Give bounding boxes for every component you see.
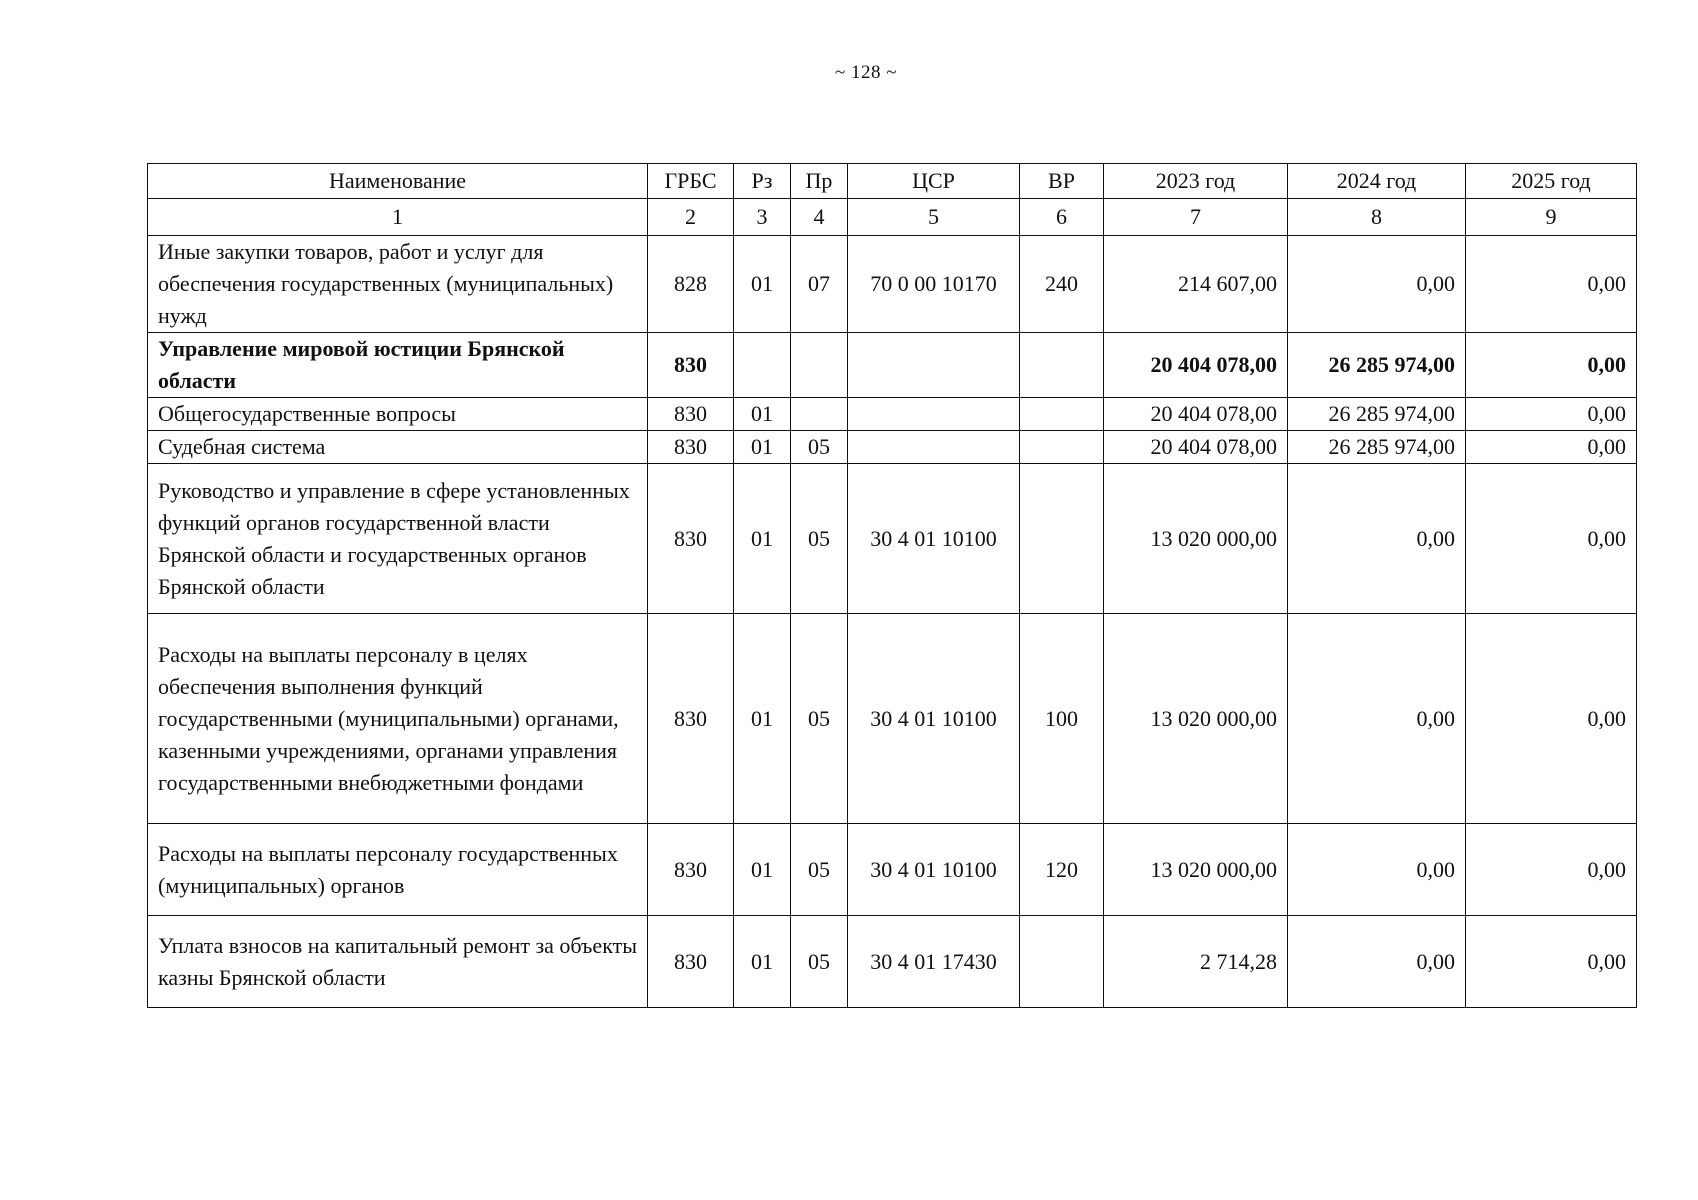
row-2023-amount: 13 020 000,00 xyxy=(1104,464,1288,614)
row-csr xyxy=(848,398,1020,431)
row-grbs: 830 xyxy=(648,431,734,464)
row-2023-amount: 20 404 078,00 xyxy=(1104,333,1288,398)
row-2024-amount: 26 285 974,00 xyxy=(1288,333,1466,398)
row-csr: 30 4 01 10100 xyxy=(848,614,1020,824)
column-number: 6 xyxy=(1020,199,1104,236)
row-name: Уплата взносов на капитальный ремонт за объекты казны Брянской области xyxy=(148,916,648,1008)
row-rz: 01 xyxy=(734,916,791,1008)
row-pr xyxy=(791,398,848,431)
row-rz: 01 xyxy=(734,431,791,464)
row-rz: 01 xyxy=(734,614,791,824)
row-pr xyxy=(791,333,848,398)
row-vr xyxy=(1020,398,1104,431)
page-number: ~ 128 ~ xyxy=(834,62,898,83)
row-vr: 100 xyxy=(1020,614,1104,824)
row-2025-amount: 0,00 xyxy=(1466,398,1637,431)
row-2025-amount: 0,00 xyxy=(1466,431,1637,464)
row-2024-amount: 26 285 974,00 xyxy=(1288,398,1466,431)
row-csr: 70 0 00 10170 xyxy=(848,236,1020,333)
row-rz xyxy=(734,333,791,398)
column-number: 1 xyxy=(148,199,648,236)
header-2024: 2024 год xyxy=(1288,164,1466,199)
row-csr: 30 4 01 17430 xyxy=(848,916,1020,1008)
table-row xyxy=(148,916,1637,1008)
column-number: 7 xyxy=(1104,199,1288,236)
header-rz: Рз xyxy=(734,164,791,199)
column-number-row xyxy=(148,199,1637,236)
row-vr: 240 xyxy=(1020,236,1104,333)
header-2025: 2025 год xyxy=(1466,164,1637,199)
row-2023-amount: 13 020 000,00 xyxy=(1104,824,1288,916)
row-vr xyxy=(1020,333,1104,398)
row-name: Иные закупки товаров, работ и услуг для обеспечения государственных (муниципальных) нужд xyxy=(148,236,648,333)
table-row xyxy=(148,431,1637,464)
row-2023-amount: 214 607,00 xyxy=(1104,236,1288,333)
row-pr: 05 xyxy=(791,431,848,464)
header-name: Наименование xyxy=(148,164,648,199)
row-rz: 01 xyxy=(734,236,791,333)
row-name: Общегосударственные вопросы xyxy=(148,398,648,431)
row-2025-amount: 0,00 xyxy=(1466,333,1637,398)
row-grbs: 830 xyxy=(648,824,734,916)
header-csr: ЦСР xyxy=(848,164,1020,199)
row-csr: 30 4 01 10100 xyxy=(848,824,1020,916)
header-vr: ВР xyxy=(1020,164,1104,199)
row-2023-amount: 20 404 078,00 xyxy=(1104,398,1288,431)
table-row xyxy=(148,614,1637,824)
row-rz: 01 xyxy=(734,824,791,916)
column-number: 3 xyxy=(734,199,791,236)
row-2023-amount: 13 020 000,00 xyxy=(1104,614,1288,824)
row-pr: 05 xyxy=(791,824,848,916)
row-vr xyxy=(1020,431,1104,464)
row-grbs: 830 xyxy=(648,916,734,1008)
column-number: 5 xyxy=(848,199,1020,236)
header-pr: Пр xyxy=(791,164,848,199)
row-2025-amount: 0,00 xyxy=(1466,614,1637,824)
table-row xyxy=(148,398,1637,431)
column-number: 9 xyxy=(1466,199,1637,236)
row-name: Судебная система xyxy=(148,431,648,464)
row-rz: 01 xyxy=(734,398,791,431)
row-grbs: 830 xyxy=(648,333,734,398)
row-grbs: 830 xyxy=(648,464,734,614)
row-name: Расходы на выплаты персоналу государственных (муниципальных) органов xyxy=(148,824,648,916)
row-name: Руководство и управление в сфере установленных функций органов государственной власти Брянской области и государственных органов Брянской области xyxy=(148,464,648,614)
row-name: Расходы на выплаты персоналу в целях обеспечения выполнения функций государственными (муниципальными) органами, казенными учреждениями, органами управления государственными внебюджетными фондами xyxy=(148,614,648,824)
row-csr xyxy=(848,431,1020,464)
row-pr: 05 xyxy=(791,916,848,1008)
row-pr: 07 xyxy=(791,236,848,333)
row-2024-amount: 0,00 xyxy=(1288,236,1466,333)
row-pr: 05 xyxy=(791,614,848,824)
row-2023-amount: 20 404 078,00 xyxy=(1104,431,1288,464)
row-grbs: 830 xyxy=(648,614,734,824)
row-name: Управление мировой юстиции Брянской области xyxy=(148,333,648,398)
row-2024-amount: 0,00 xyxy=(1288,824,1466,916)
row-2025-amount: 0,00 xyxy=(1466,464,1637,614)
row-vr: 120 xyxy=(1020,824,1104,916)
row-grbs: 828 xyxy=(648,236,734,333)
row-csr xyxy=(848,333,1020,398)
row-pr: 05 xyxy=(791,464,848,614)
row-2025-amount: 0,00 xyxy=(1466,824,1637,916)
row-2023-amount: 2 714,28 xyxy=(1104,916,1288,1008)
column-number: 8 xyxy=(1288,199,1466,236)
row-2024-amount: 0,00 xyxy=(1288,614,1466,824)
header-row xyxy=(148,164,1637,199)
column-number: 4 xyxy=(791,199,848,236)
header-grbs: ГРБС xyxy=(648,164,734,199)
header-2023: 2023 год xyxy=(1104,164,1288,199)
row-vr xyxy=(1020,464,1104,614)
row-grbs: 830 xyxy=(648,398,734,431)
table-row xyxy=(148,333,1637,398)
table-row xyxy=(148,236,1637,333)
row-2024-amount: 0,00 xyxy=(1288,916,1466,1008)
table-row xyxy=(148,824,1637,916)
column-number: 2 xyxy=(648,199,734,236)
row-2024-amount: 0,00 xyxy=(1288,464,1466,614)
row-vr xyxy=(1020,916,1104,1008)
row-csr: 30 4 01 10100 xyxy=(848,464,1020,614)
table-row xyxy=(148,464,1637,614)
budget-table xyxy=(147,163,1637,1008)
row-2025-amount: 0,00 xyxy=(1466,236,1637,333)
row-2024-amount: 26 285 974,00 xyxy=(1288,431,1466,464)
row-rz: 01 xyxy=(734,464,791,614)
row-2025-amount: 0,00 xyxy=(1466,916,1637,1008)
